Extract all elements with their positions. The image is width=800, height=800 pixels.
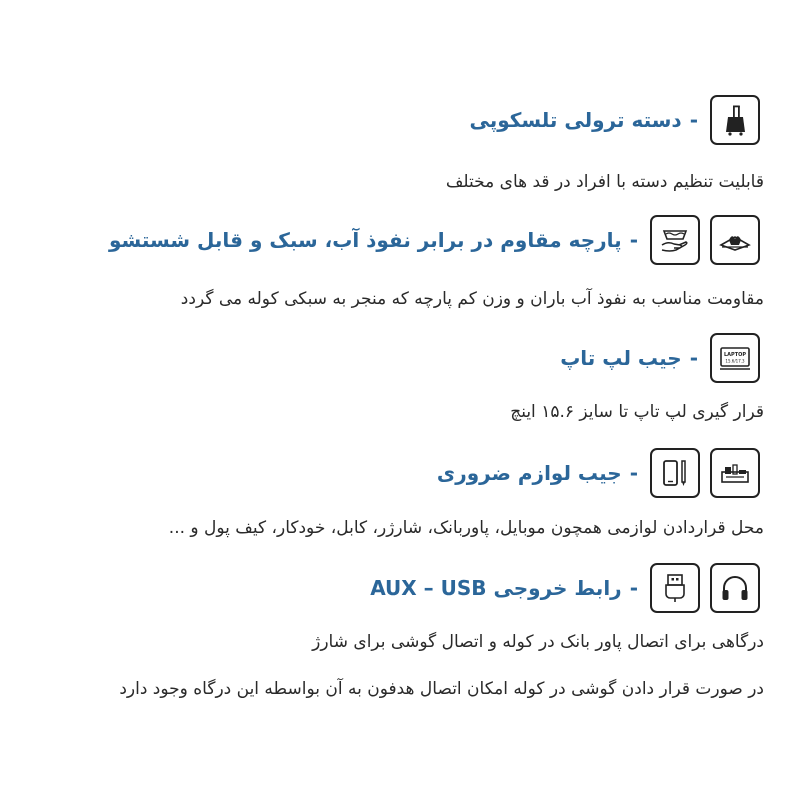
- feature-pocket-title: -جیب لوازم ضروری: [436, 461, 638, 485]
- headphones-icon: [710, 563, 760, 613]
- feature-trolley-title: -دسته ترولی تلسکوپی: [469, 108, 698, 132]
- feature-fabric-heading: [109, 212, 760, 268]
- feature-laptop-title: -جیب لپ تاپ: [560, 346, 698, 370]
- feature-pocket-description: محل قراردادن لوازمی همچون موبایل، پاوربانک، شارژر، کابل، خودکار، کیف پول و ...: [168, 518, 764, 538]
- feature-pocket-heading: [437, 445, 760, 501]
- hand-wash-icon: [650, 215, 700, 265]
- feature-trolley-description: قابلیت تنظیم دسته با افراد در قد های مختلف: [445, 172, 764, 192]
- feature-ports-heading: [370, 560, 760, 616]
- laptop-icon-label: LAPTOP: [723, 352, 747, 358]
- feature-ports-title: -رابط خروجی AUX – USB: [370, 576, 638, 600]
- accessories-pocket-icon: [710, 448, 760, 498]
- fabric-on-scale-icon: [710, 215, 760, 265]
- feature-laptop-description: قرار گیری لپ تاپ تا سایز ۱۵.۶ اینچ: [510, 402, 764, 422]
- phone-pen-icon: [650, 448, 700, 498]
- feature-ports-description-2: در صورت قرار دادن گوشی در کوله امکان اتصال هدفون به آن بواسطه این درگاه وجود دارد: [119, 679, 764, 699]
- feature-laptop-heading: [560, 330, 760, 386]
- usb-port-icon: [650, 563, 700, 613]
- feature-fabric-title: -پارچه مقاوم در برابر نفوذ آب، سبک و قابل شستشو: [108, 228, 638, 252]
- feature-fabric-description: مقاومت مناسب به نفوذ آب باران و وزن کم پارچه که منجر به سبکی کوله می گردد: [180, 289, 764, 309]
- feature-ports-description: درگاهی برای اتصال پاور بانک در کوله و اتصال گوشی برای شارژ: [312, 632, 764, 652]
- trolley-luggage-icon: [710, 95, 760, 145]
- laptop-icon-size: 15.6/17.3: [725, 358, 745, 364]
- laptop-size-icon: [710, 333, 760, 383]
- feature-trolley-heading: [469, 92, 760, 148]
